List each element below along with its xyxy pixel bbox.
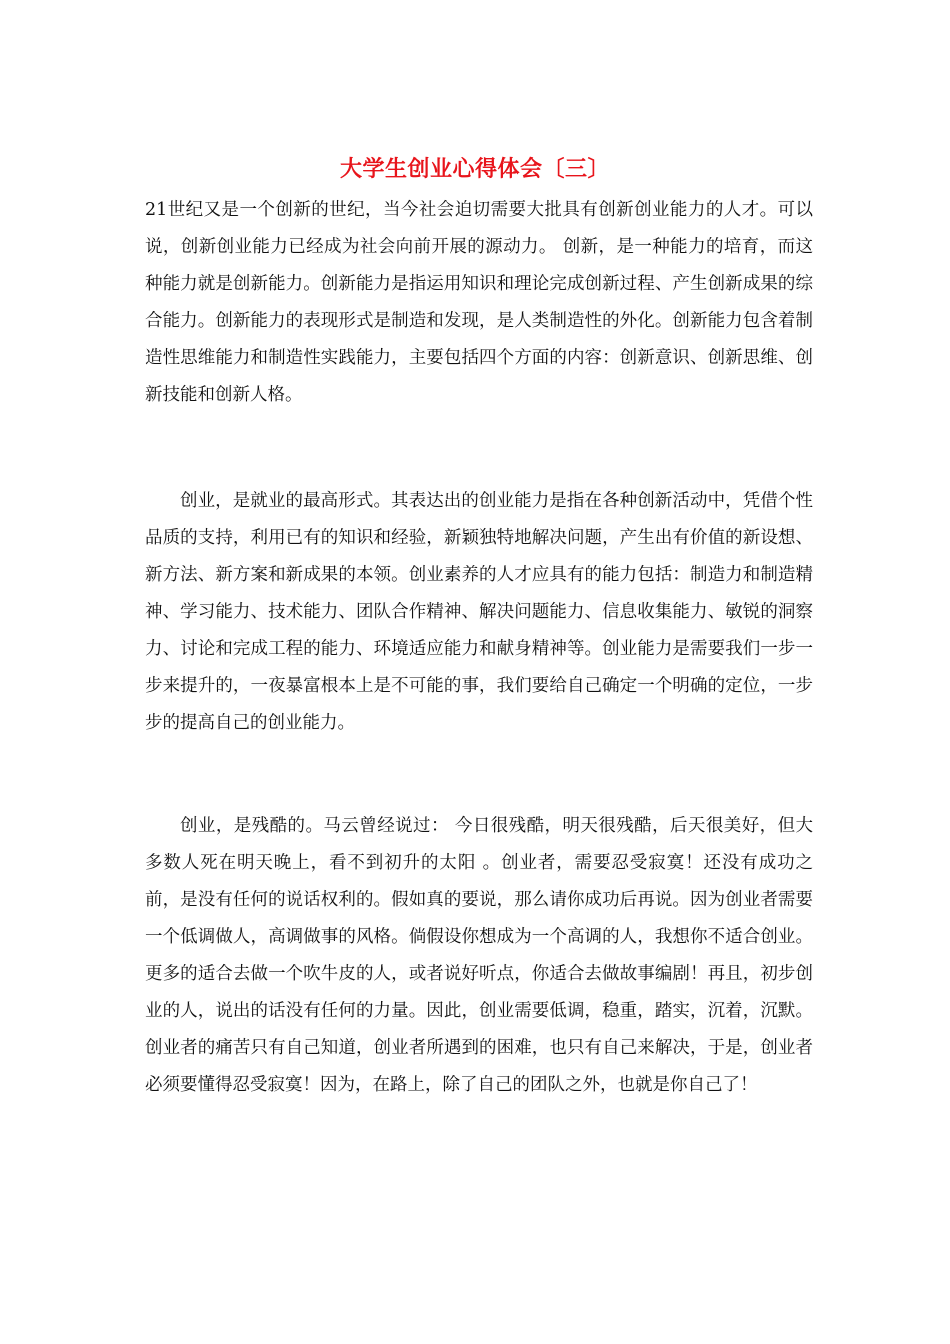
document-title: 大学生创业心得体会〔三〕 [339, 156, 610, 182]
paragraph-entrepreneurship-cruelty: 创业，是残酷的。马云曾经说过： 今日很残酷，明天很残酷，后天很美好，但大多数人死在明天晚上，看不到初升的太阳 。创业者，需要忍受寂寞！还没有成功之前，是没有任何的说话权利的。假如真的要说，那么请你成功后再说。因为创业者需要一个低调做人，高调做事的风格。倘假设你想成为一个高调的人，我想你不适合创业。更多的适合去做一个吹牛皮的人，或者说好听点，你适合去做故事编剧！再且，初步创业的人，说出的话没有任何的力量。因此，创业需要低调，稳重，踏实，沉着，沉默。创业者的痛苦只有自己知道，创业者所遇到的困难，也只有自己来解决，于是，创业者必须要懂得忍受寂寞！因为，在路上，除了自己的团队之外，也就是你自己了！ [145, 816, 813, 1095]
paragraph-entrepreneurship-ability: 创业，是就业的最高形式。其表达出的创业能力是指在各种创新活动中，凭借个性品质的支持，利用已有的知识和经验，新颖独特地解决问题，产生出有价值的新设想、新方法、新方案和新成果的本领。创业素养的人才应具有的能力包括：制造力和制造精神、学习能力、技术能力、团队合作精神、解决问题能力、信息收集能力、敏锐的洞察力、讨论和完成工程的能力、环境适应能力和献身精神等。创业能力是需要我们一步一步来提升的，一夜暴富根本上是不可能的事，我们要给自己确定一个明确的定位，一步步的提高自己的创业能力。 [145, 491, 813, 733]
paragraph-innovation: 21世纪又是一个创新的世纪，当今社会迫切需要大批具有创新创业能力的人才。可以说，创新创业能力已经成为社会向前开展的源动力。 创新，是一种能力的培育，而这种能力就是创新能力。创新能力是指运用知识和理论完成创新过程、产生创新成果的综合能力。创新能力的表现形式是制造和发现，是人类制造性的外化。创新能力包含着制造性思维能力和制造性实践能力，主要包括四个方面的内容：创新意识、创新思维、创新技能和创新人格。 [145, 200, 813, 405]
